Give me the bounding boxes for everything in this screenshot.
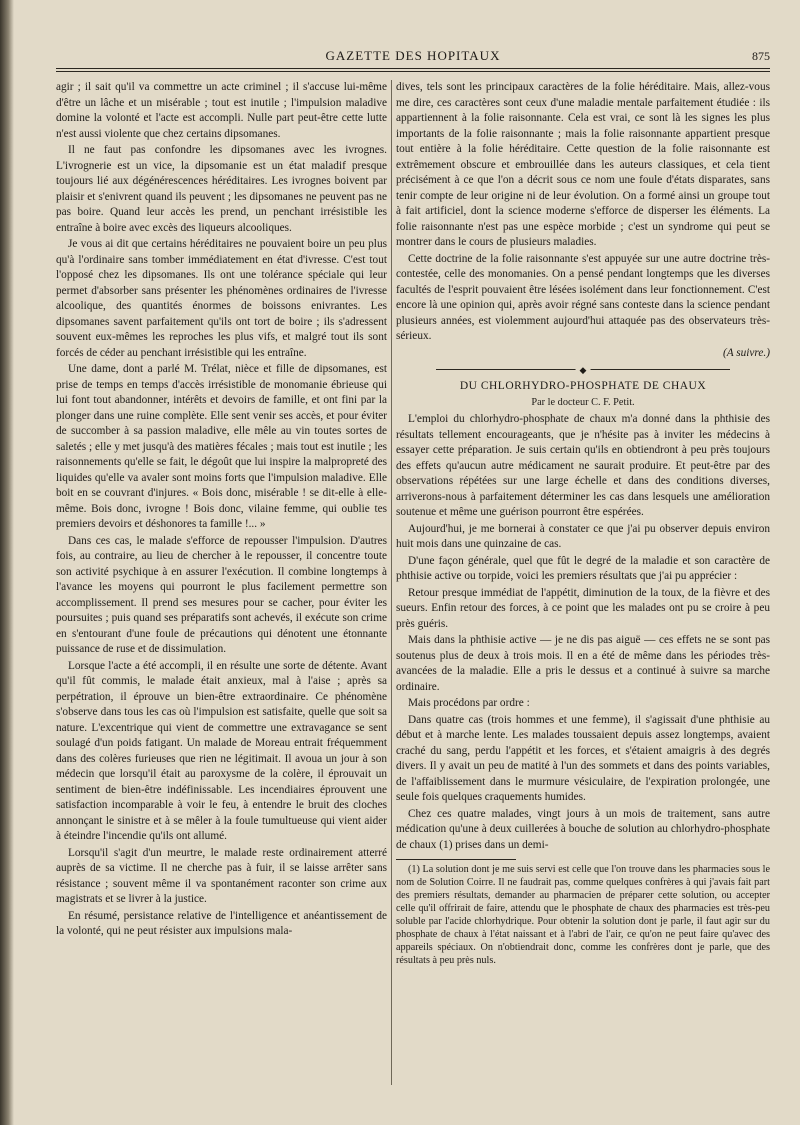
paragraph: Aujourd'hui, je me bornerai à constater ce que j'ai pu observer depuis environ huit mois dans une quinzaine de cas. xyxy=(396,522,770,550)
paragraph: Je vous ai dit que certains héréditaires ne pouvaient boire un peu plus qu'à l'ordinaire sans tomber immédiatement en état d'ivresse. C'est tout l'opposé chez les dipsomanes. Ils ont une tolérance spéciale qui leur permet d'absorber sans présenter les phénomènes ordinaires de l'ivresse alcoolique, des quantités énormes de boissons enivrantes. Les dipsomanes savent parfaitement qu'ils ont tort de boire ; ils s'adressent souvent eux-mêmes les reproches les plus vifs, et malgré tout ils sont forcés de céder au penchant irrésistible qui les entraîne. xyxy=(56,238,387,359)
paragraph: dives, tels sont les principaux caractères de la folie héréditaire. Mais, allez-vous me dire, ces caractères sont ceux d'une maladie mentale parfaitement étudiée : ils appartiennent à la folie raisonnante. Cela est vrai, ce sont là les signes les plus importants de la folie raisonnante ; mais la folie raisonnante appartient presque tout entière à la folie héréditaire. Cette question de la folie raisonnante est extrêmement obscure et embrouillée dans les auteurs classiques, et cela tient précisément à ce que l'on a décrit sous ce nom une foule d'états disparates, sans tenir compte de leur origine ni de leur évolution. On a formé ainsi un groupe tout à fait artificiel, dont la science moderne s'efforce de disperser les éléments. La folie raisonnante n'est pas une espèce morbide ; c'est un syndrome qui peut se montrer dans le cours de plusieurs maladies. xyxy=(396,81,770,248)
paragraph: Retour presque immédiat de l'appétit, diminution de la toux, de la fièvre et des sueurs. Enfin retour des forces, à ce point que les malades ont pu se croire à peu près guéris. xyxy=(396,586,770,630)
paragraph: Mais procédons par ordre : xyxy=(408,697,530,709)
paragraph: En résumé, persistance relative de l'intelligence et anéantissement de la volonté, qui ne peut résister aux impulsions mala- xyxy=(56,909,387,937)
paragraph: Une dame, dont a parlé M. Trélat, nièce et fille de dipsomanes, est prise de temps en temps d'accès irrésistible de monomanie ébrieuse qui lui font tout abandonner, intérêts et devoirs de famille, et ont fini par la plonger dans une ruine complète. Elle sent venir ses accès, et pour éviter de succomber à sa passion maladive, elle mêle au vin toutes sortes de saletés ; elle y met jusqu'à des matières fécales ; mais tout est inutile ; les raisonnements qu'elle se fait, le dégoût que lui inspire la malpropreté des liquides qu'elle va avaler sont moins forts que l'impulsion maladive. Elle boit en se couvrant d'injures. « Bois donc, misérable ! se dit-elle à elle-même. Bois donc, ivrogne ! Bois donc, vilaine femme, qui oublie tes premiers devoirs et déshonores ta famille !... » xyxy=(56,363,387,530)
header-rule-secondary xyxy=(56,71,770,72)
running-head xyxy=(56,48,770,68)
to-be-continued: (A suivre.) xyxy=(722,346,770,359)
header-rule xyxy=(56,68,770,69)
paragraph: Cette doctrine de la folie raisonnante s'est appuyée sur une autre doctrine très-contestée, celle des monomanies. On a pensé pendant longtemps que les diverses facultés de l'esprit pouvaient être lésées isolément dans leur fonctionnement. C'est encore là une opinion qui, après avoir régné sans conteste dans la science pendant plusieurs années, est violemment aujourd'hui attaquée pas des observateurs très-sérieux. xyxy=(396,252,770,342)
paragraph: Dans ces cas, le malade s'efforce de repousser l'impulsion. D'autres fois, au contraire, au lieu de chercher à le repousser, il concentre toute son activité psychique à en assurer l'exécution. Il combine longtemps à l'avance les moyens qui pourront le plus facilement permettre son accomplissement. Il prend ses mesures pour se cacher, pour éviter les poursuites ; puis quand ses préparatifs sont achevés, il exécute son crime en s'entourant d'une foule de précautions qui dénotent une étonnante puissance de ruse et de dissimulation. xyxy=(56,534,387,655)
paragraph: Mais dans la phthisie active — je ne dis pas aiguë — ces effets ne se sont pas soutenus plus de deux à trois mois. Il en a été de même dans les périodes très-avancées de la maladie. Elle a pris le dessus et a continué à suivre sa marche ordinaire. xyxy=(396,634,770,693)
paragraph: agir ; il sait qu'il va commettre un acte criminel ; il s'accuse lui-même d'être un lâche et un misérable ; tout est inutile ; l'impulsion maladive domine la volonté et l'acte est accompli. Nulle part peut-être cette lutte n'est aussi violente que chez certains dipsomanes. xyxy=(56,81,387,140)
footnote: (1) La solution dont je me suis servi est celle que l'on trouve dans les pharmacies sous le nom de Solution Coirre. Il ne faudrait pas, comme quelques confrères à qui j'avais fait part des premiers résultats, demander au pharmacien de préparer cette solution, ou accepter celle qu'il offrirait de faire, attendu que le phosphate de chaux des pharmacies est très-peu soluble par l'acide chlorhydrique. Pour obtenir la solution dont je parle, il faut agir sur du phosphate de chaux à l'état naissant et à l'abri de l'air, ce qu'on ne peut faire qu'avec des appareils spéciaux. On n'obtiendrait donc, comme les confrères dont je parle, que des résultats à peu près nuls. xyxy=(396,864,770,966)
article-title: DU CHLORHYDRO-PHOSPHATE DE CHAUX xyxy=(459,380,707,392)
paragraph: L'emploi du chlorhydro-phosphate de chaux m'a donné dans la phthisie des résultats tellement encourageants, que je n'hésite pas à inviter les médecins à essayer cette préparation. Je suis certain qu'ils en obtiendront à peu près toujours des effets qu'aucun autre médicament ne saurait produire. Et peut-être par des observations répétées sur une large échelle et dans des conditions diverses, arriverons-nous à parfaitement déterminer les cas dans lesquels une amélioration soutenue et même une guérison pourront être espérées. xyxy=(396,413,770,518)
article-separator xyxy=(436,365,730,375)
paragraph: D'une façon générale, quel que fût le degré de la maladie et son caractère de phthisie active ou torpide, voici les premiers résultats que j'ai pu apprécier : xyxy=(396,554,770,582)
paragraph: Il ne faut pas confondre les dipsomanes avec les ivrognes. L'ivrognerie est un vice, la dipsomanie est un état maladif presque toujours lié aux dégénérescences héréditaires. Les ivrognes boivent par plaisir et s'enivrent quand ils peuvent ; les dipsomanes ne peuvent pas ne pas boire. Quand leur accès les prend, un penchant irrésistible les entraîne à boire avec excès des liqueurs alcooliques. xyxy=(56,144,387,234)
page-number: 875 xyxy=(752,49,770,63)
paragraph: Dans quatre cas (trois hommes et une femme), il s'agissait d'une phthisie au début et à marche lente. Les malades toussaient depuis assez longtemps, avaient craché du sang, perdu l'appétit et les forces, et s'étaient amaigris à des degrés divers. Il y avait un peu de matité à l'un des sommets et dans des points variables, de l'affaiblissement dans le murmure vésiculaire, de l'expiration prolongée, une seule fois quelques craquements humides. xyxy=(396,713,770,803)
article-byline: Par le docteur C. F. Petit. xyxy=(531,396,635,408)
journal-title: GAZETTE DES HOPITAUX xyxy=(325,48,501,63)
column-divider xyxy=(391,80,392,1085)
paragraph: Chez ces quatre malades, vingt jours à un mois de traitement, sans autre médication qu'une à deux cuillerées à bouche de solution au chlorhydro-phosphate de chaux (1) prises dans un demi- xyxy=(396,807,770,851)
paragraph: Lorsque l'acte a été accompli, il en résulte une sorte de détente. Avant qu'il fût commis, le malade était anxieux, mal à l'aise ; après sa perpétration, il éprouve un bien-être extraordinaire. Ce phénomène s'observe dans tous les cas où l'impulsion est satisfaite, quelle que soit sa nature. L'excentrique qui vient de commettre une extravagance se sent soulagé d'un poids fatigant. Un malade de Moreau entrait fréquemment dans des colères furieuses que rien ne légitimait. Il avoua un jour à son médecin que lorsqu'il était au paroxysme de la colère, il éprouvait un sentiment de bien-être indéfinissable. Les incendiaires éprouvent une satisfaction incomparable à voir le feu, à entendre le bruit des cloches annonçant le sinistre et à se mêler à la foule tumultueuse qui vient aider à éteindre l'incendie qu'ils ont allumé. xyxy=(56,659,387,842)
binding-spine xyxy=(0,0,14,1125)
right-column xyxy=(396,80,770,1085)
paragraph: Lorsqu'il s'agit d'un meurtre, le malade reste ordinairement atterré auprès de sa victime. Il ne cherche pas à fuir, il se laisse arrêter sans résistance ; souvent même il va spontanément raconter son crime aux magistrats et se livrer à la justice. xyxy=(56,846,387,905)
left-column xyxy=(56,80,387,1085)
footnote-rule xyxy=(396,859,516,860)
